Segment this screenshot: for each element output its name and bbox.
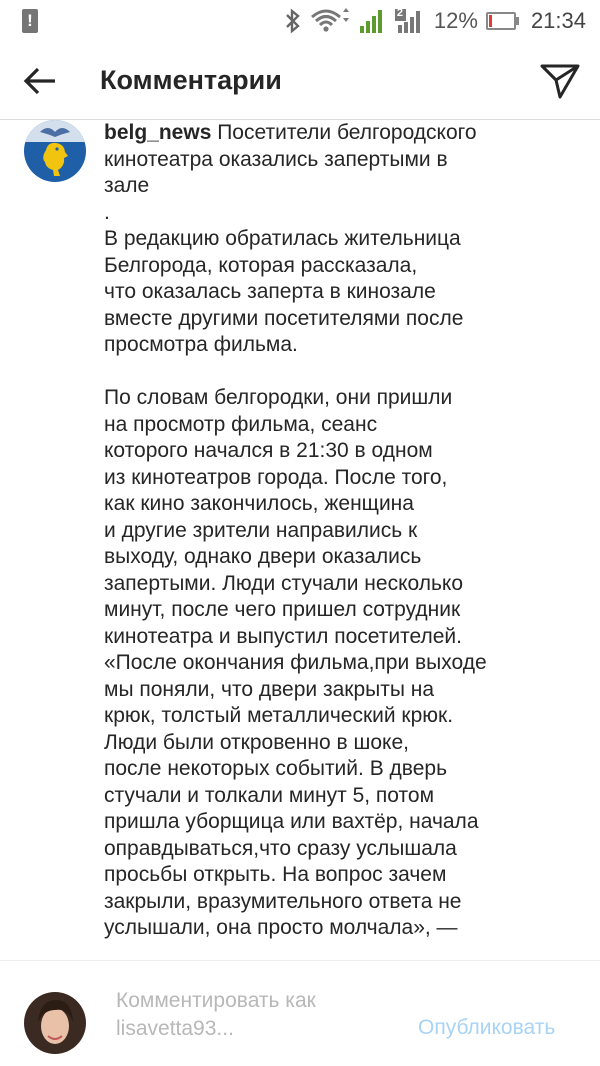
wifi-icon [310,8,350,34]
app-header [0,42,600,120]
back-button[interactable] [0,42,80,120]
warning-icon: ! [22,9,38,33]
battery-percent: 12% [433,8,478,33]
user-avatar [24,992,86,1054]
signal-sim2-icon [394,8,426,34]
page-title: Комментарии [100,65,282,95]
battery-icon [486,12,519,30]
status-time: 21:34 [530,8,586,33]
signal-icon [358,8,386,34]
comment-text: Посетители белгородского кинотеатра оказались запертыми в зале . В редакцию обратилась жительница Белгорода, которая рассказала, что оказалась заперта в кинозале вместе другими посетителями после просмотра фильма. По словам белгородки, они пришли на просмотр фильма, сеанс которого начался в 21:30 в одном из кинотеатров города. После того, как кино закончилось, женщина и другие зрители направились к выходу, однако двери оказались запертыми. Люди стучали несколько минут, после чего пришел сотрудник кинотеатра и выпустил посетителей. «После окончания фильма,при выходе мы поняли, что двери закрыты на крюк, толстый металлический крюк. Люди были откровенно в шоке, после некоторых событий. В дверь стучали и толкали минут 5, потом пришла уборщица или вахтёр, начала оправдываться,что сразу услышала просьбы открыть. На вопрос зачем закрыли, вразумительного ответа не услышали, она просто молчала», — [104,121,487,939]
status-bar [0,0,600,42]
sim2-label: 2 [396,7,404,19]
paper-plane-icon [540,63,580,99]
comment-body [104,120,544,942]
direct-share-button[interactable] [520,42,600,120]
arrow-left-icon [23,67,57,95]
comment-username[interactable]: belg_news [104,121,212,144]
comment-input[interactable]: Комментировать как lisavetta93... [116,989,316,1040]
bluetooth-icon [284,8,302,34]
belg-news-avatar[interactable] [24,120,86,182]
publish-button[interactable]: Опубликовать [418,1016,556,1039]
comment-thread [0,120,600,960]
comment-composer [0,960,600,1066]
